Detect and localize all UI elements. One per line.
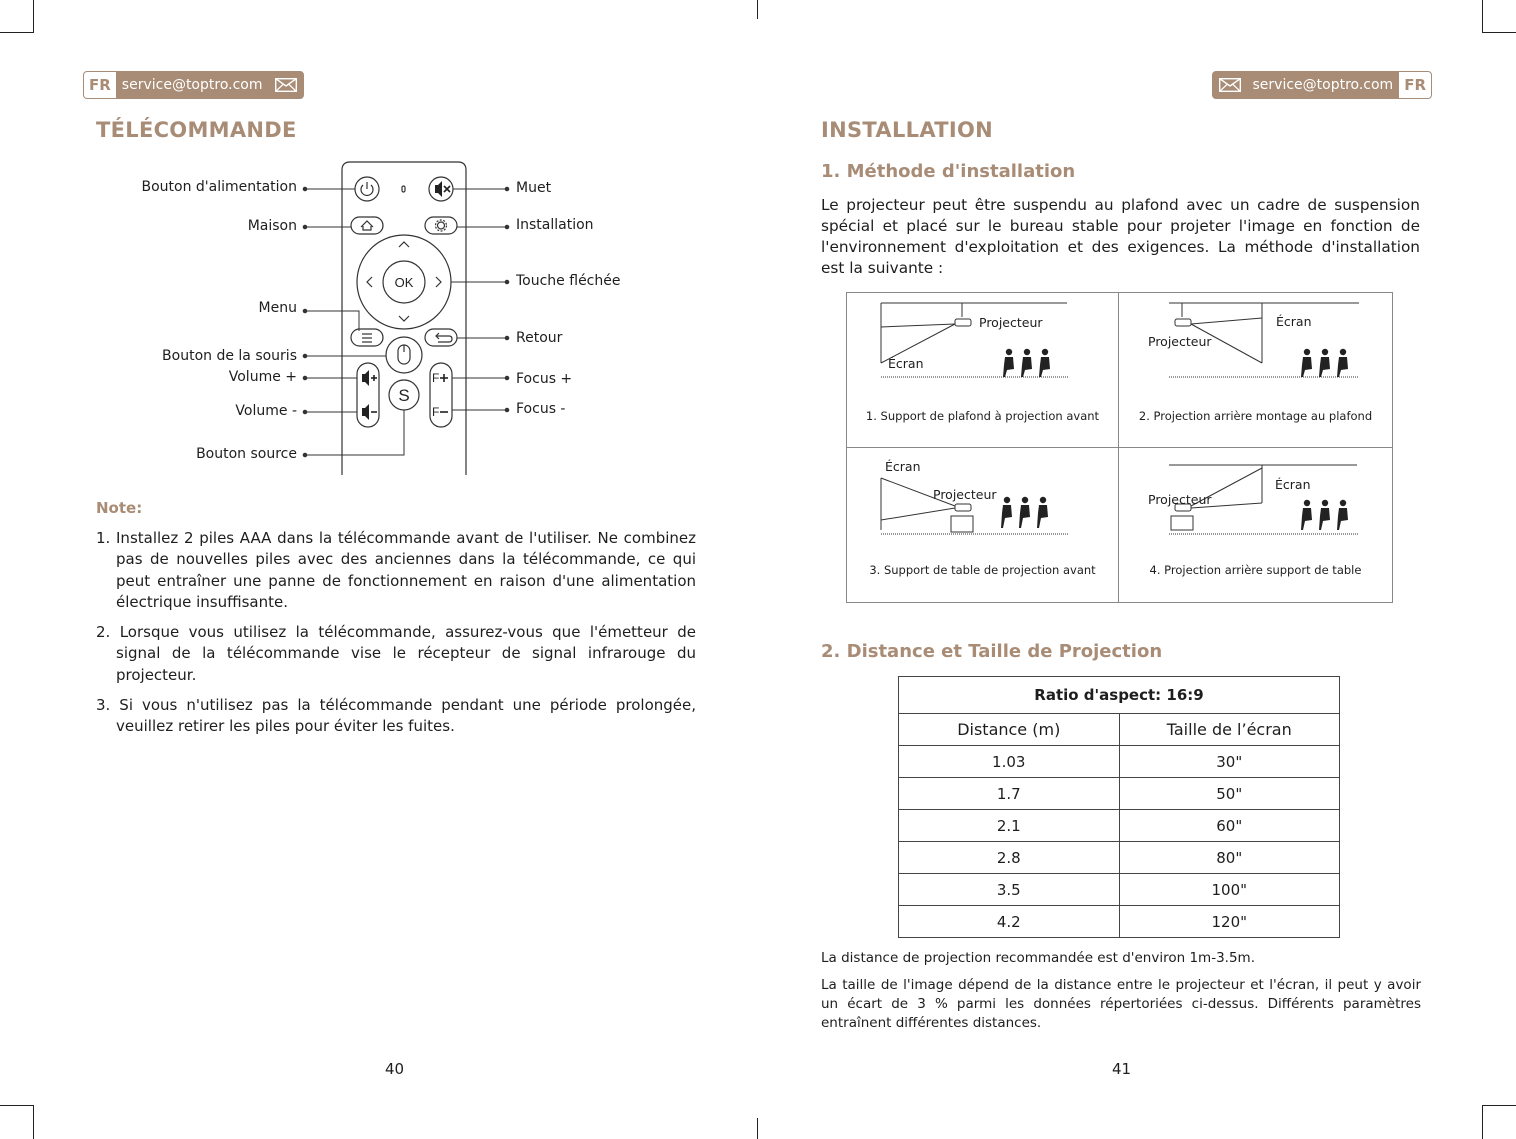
mail-icon (1219, 78, 1241, 92)
notes-list (96, 528, 696, 747)
label-focus-down: Focus - (516, 401, 566, 417)
note-item: 2. Lorsque vous utilisez la télécommande, assurez-vous que l'émetteur de signal de la télécommande vise le récepteur de signal infrarouge du projecteur. (96, 623, 696, 684)
language-tag: FR (1399, 72, 1431, 98)
s-key-label: S (398, 386, 410, 405)
table-caption: Ratio d'aspect: 16:9 (899, 677, 1340, 714)
diagram-caption: 3. Support de table de projection avant (869, 563, 1096, 577)
column-header: Taille de l’écran (1119, 714, 1340, 746)
label-screen: Écran (1275, 477, 1311, 492)
table-row (899, 778, 1340, 810)
language-tag: FR (84, 72, 116, 98)
size-cell: 120" (1119, 906, 1340, 938)
size-cell: 100" (1119, 874, 1340, 906)
page-right (758, 0, 1516, 1139)
label-mute: Muet (516, 180, 552, 196)
installation-diagrams (846, 292, 1393, 603)
svg-text:F: F (432, 371, 440, 385)
label-screen: Écran (885, 459, 921, 474)
recommended-distance-note: La distance de projection recommandée est d'environ 1m-3.5m. (821, 950, 1255, 966)
size-cell: 60" (1119, 810, 1340, 842)
ok-key-label: OK (394, 275, 414, 290)
note-item: 3. Si vous n'utilisez pas la télécommande pendant une période prolongée, veuillez retirer les piles pour éviter les fuites. (96, 696, 696, 736)
distance-cell: 2.8 (899, 842, 1120, 874)
table-row (899, 746, 1340, 778)
label-volume-up: Volume + (228, 369, 297, 385)
size-cell: 30" (1119, 746, 1340, 778)
column-header: Distance (m) (899, 714, 1120, 746)
diagram-table-rear (1119, 448, 1392, 602)
support-email: service@toptro.com (1252, 77, 1394, 93)
label-menu: Menu (258, 300, 297, 316)
label-source: Bouton source (196, 446, 297, 462)
section-title: 2. Distance et Taille de Projection (821, 641, 1163, 662)
tolerance-note: La taille de l'image dépend de la distance entre le projecteur et l'écran, il peut y avoir un écart de 3 % parmi les données répertoriées ci-dessus. Différents paramètres entraînent différentes distances. (821, 977, 1421, 1031)
page-title: TÉLÉCOMMANDE (96, 118, 297, 142)
label-back: Retour (516, 330, 563, 346)
installation-intro: Le projecteur peut être suspendu au plafond avec un cadre de suspension spécial et placé sur le bureau stable pour projeter l'image en fonction de l'environnement d'exploitation et des exigences. La méthode d'installation est la suivante : (821, 196, 1420, 277)
distance-cell: 3.5 (899, 874, 1120, 906)
page-number: 40 (385, 1060, 405, 1078)
note-item: 1. Installez 2 piles AAA dans la télécommande avant de l'utiliser. Ne combinez pas de nouvelles piles avec des anciennes dans la télécommande, ce qui peut entraîner une panne de fonctionnement en raison d'une alimentation électrique insuffisante. (96, 529, 696, 611)
support-email: service@toptro.com (121, 77, 263, 93)
section-title: 1. Méthode d'installation (821, 161, 1076, 182)
svg-text:F: F (432, 405, 440, 419)
label-arrows: Touche fléchée (516, 273, 621, 289)
distance-cell: 1.03 (899, 746, 1120, 778)
label-volume-down: Volume - (235, 403, 297, 419)
label-mouse: Bouton de la souris (162, 348, 297, 364)
distance-cell: 4.2 (899, 906, 1120, 938)
label-projector: Projecteur (1148, 492, 1212, 507)
label-projector: Projecteur (933, 487, 997, 502)
diagram-ceiling-rear (1119, 293, 1392, 447)
label-home: Maison (247, 218, 297, 234)
table-row (899, 842, 1340, 874)
distance-cell: 1.7 (899, 778, 1120, 810)
label-screen: Écran (1276, 314, 1312, 329)
size-cell: 80" (1119, 842, 1340, 874)
label-screen: Écran (888, 356, 924, 371)
page-title: INSTALLATION (821, 118, 994, 142)
table-row (899, 906, 1340, 938)
distance-cell: 2.1 (899, 810, 1120, 842)
note-label: Note: (96, 499, 143, 517)
table-row (899, 874, 1340, 906)
diagram-caption: 1. Support de plafond à projection avant (865, 409, 1100, 423)
size-cell: 50" (1119, 778, 1340, 810)
diagram-caption: 2. Projection arrière montage au plafond (1138, 409, 1373, 423)
leader-lines (0, 0, 758, 500)
label-focus-up: Focus + (516, 371, 573, 387)
distance-table (898, 676, 1340, 938)
label-settings: Installation (516, 217, 594, 233)
header-badge (1212, 71, 1433, 99)
table-row (899, 810, 1340, 842)
page-number: 41 (1112, 1060, 1132, 1078)
label-projector: Projecteur (979, 315, 1043, 330)
label-power: Bouton d'alimentation (141, 179, 297, 195)
diagram-caption: 4. Projection arrière support de table (1149, 563, 1362, 577)
label-projector: Projecteur (1148, 334, 1212, 349)
